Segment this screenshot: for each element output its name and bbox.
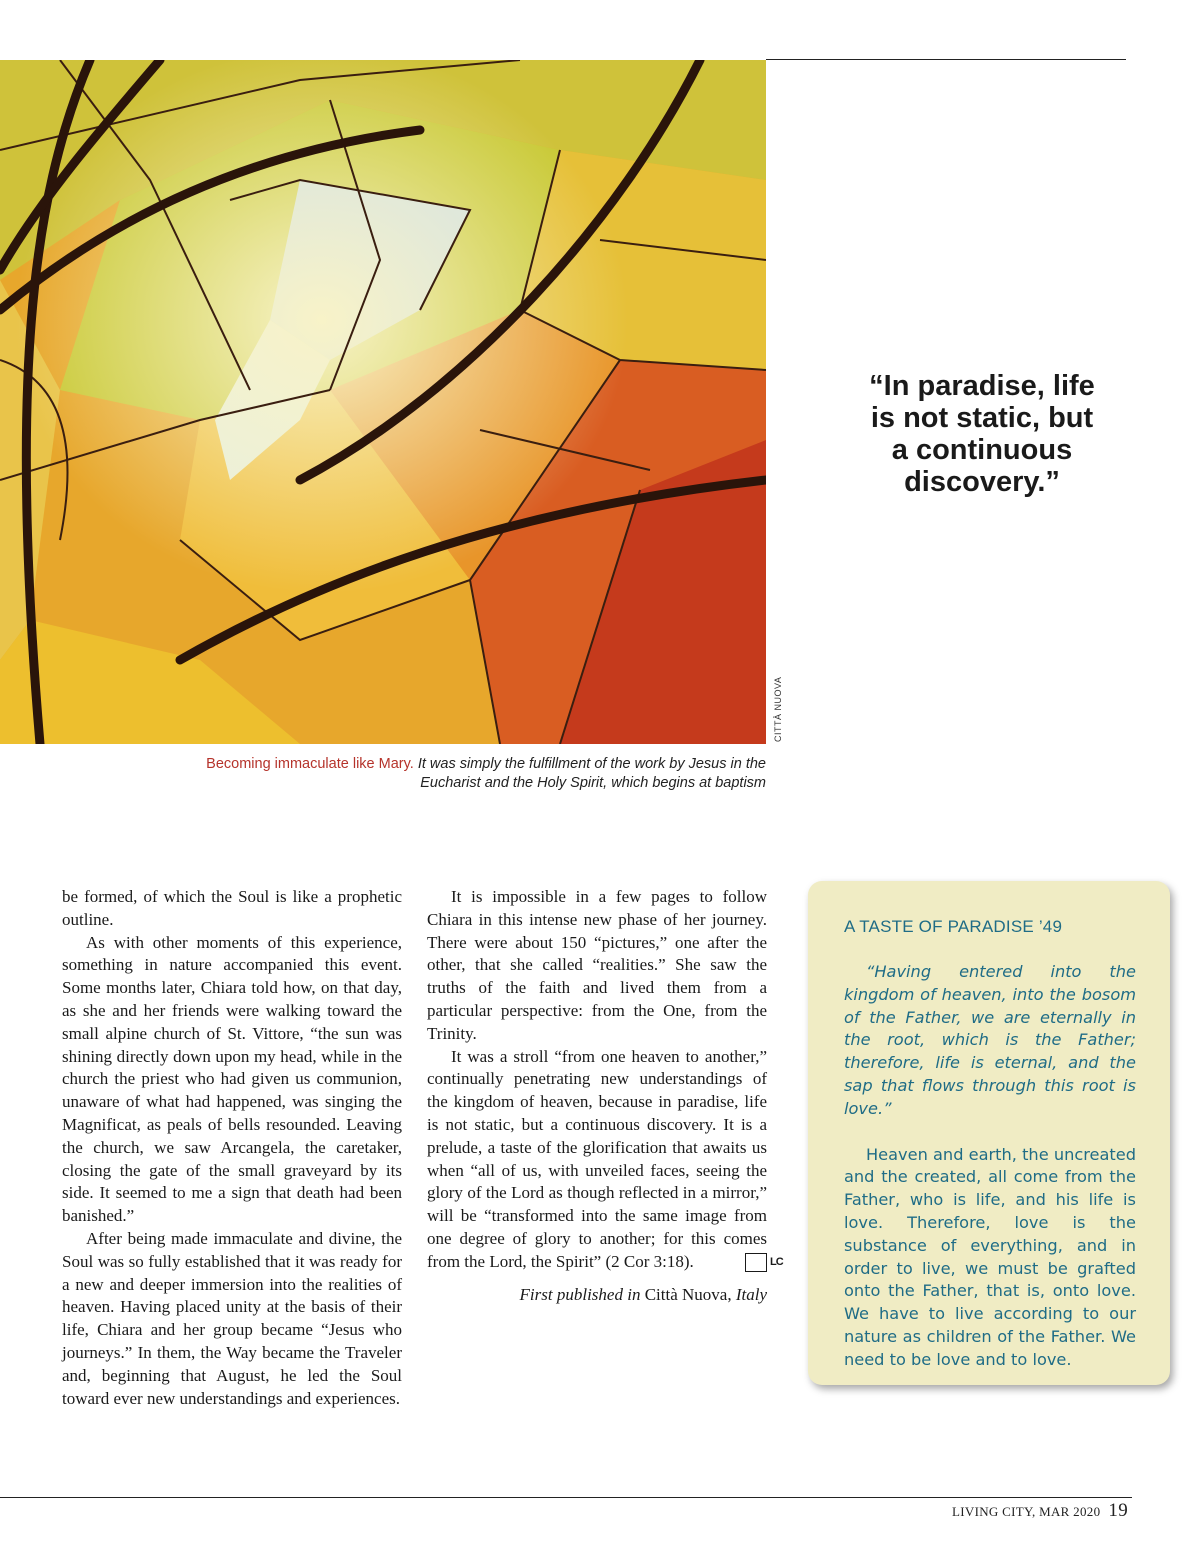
- article-column-2: [427, 886, 783, 1306]
- paragraph: As with other moments of this experience, something in nature accompanied this event. Some months later, Chiara told how, on that day, as she and her friends were walking toward the small alpine church of St. Vittore, “the sun was shining directly down upon my head, while in the church the priest who had given us communion, unaware of what had happened, was singing the Magnificat, as peals of bells resounded. Leaving the church, we saw Arcangela, the caretaker, closing the gate of the small graveyard by its side. It seemed to me a sign that death had been banished.”: [62, 932, 402, 1226]
- paragraph-text: It was a stroll “from one heaven to another,” continually penetrating new understandings of the kingdom of heaven, because in paradise, life is not static, but a continuous discovery. It is a prelude, a taste of the glorification that awaits us when “all of us, with unveiled faces, seeing the glory of the Lord as though reflected in a mirror,” will be “transformed into the same image from one degree of glory to another; for this comes from the Lord, the Spirit” (2 Cor 3:18).: [427, 1046, 767, 1271]
- photo-caption: [180, 755, 766, 793]
- paragraph: It is impossible in a few pages to follow Chiara in this intense new phase of her journey. There were about 150 “pictures,” one after the other, that she called “realities.” She saw the truths of the faith and lived them from a particular perspective: from the One, from the Trinity.: [427, 887, 767, 1043]
- sidebar-title: A TASTE OF PARADISE ’49: [844, 917, 1063, 936]
- end-mark-icon: LC: [745, 1253, 767, 1272]
- footer-magazine: LIVING CITY, MAR 2020: [952, 1504, 1101, 1519]
- source-note: [427, 1284, 767, 1307]
- caption-text: It was simply the fulfillment of the work by Jesus in the Eucharist and the Holy Spirit, which begins at baptism: [417, 756, 766, 791]
- paragraph: After being made immaculate and divine, the Soul was so fully established that it was ready for a new and deeper immersion into the realities of heaven. Having placed unity at the basis of their life, Chiara and her group became “Jesus who journeys.” In them, the Way became the Traveler and, beginning that August, he led the Soul toward ever new understandings and experiences.: [62, 1228, 402, 1408]
- page-number: 19: [1108, 1500, 1128, 1521]
- source-place: Italy: [735, 1284, 767, 1304]
- top-rule: [766, 59, 1126, 60]
- sidebar-body: Heaven and earth, the uncreated and the created, all come from the Father, who is life, and his life is love. Therefore, love is the substance of everything, and in order to live, we must be grafted onto the Father, that is, onto love. We have to live according to our nature as children of the Father. We need to be love and to love.: [844, 1144, 1136, 1369]
- footer-rule: [0, 1497, 1132, 1498]
- article-column-1: [62, 886, 402, 1410]
- page-footer: [952, 1500, 1128, 1522]
- paragraph: be formed, of which the Soul is like a prophetic outline.: [62, 887, 402, 929]
- pull-quote: “In paradise, life is not static, but a continuous discovery.”: [869, 370, 1095, 498]
- source-prefix: First published in: [519, 1284, 641, 1304]
- sidebar-quote: “Having entered into the kingdom of heaven, into the bosom of the Father, we are eternally in the root, which is the Father; therefore, life is eternal, and the sap that flows through this root is love.”: [844, 962, 1136, 1118]
- source-publication: Città Nuova,: [644, 1284, 732, 1304]
- caption-lead: Becoming immaculate like Mary.: [206, 756, 414, 772]
- sidebar-box: [808, 881, 1170, 1385]
- photo-credit: CITTÀ NUOVA: [773, 676, 783, 742]
- stained-glass-photo: [0, 60, 766, 744]
- paragraph-with-end-mark: [427, 1046, 783, 1274]
